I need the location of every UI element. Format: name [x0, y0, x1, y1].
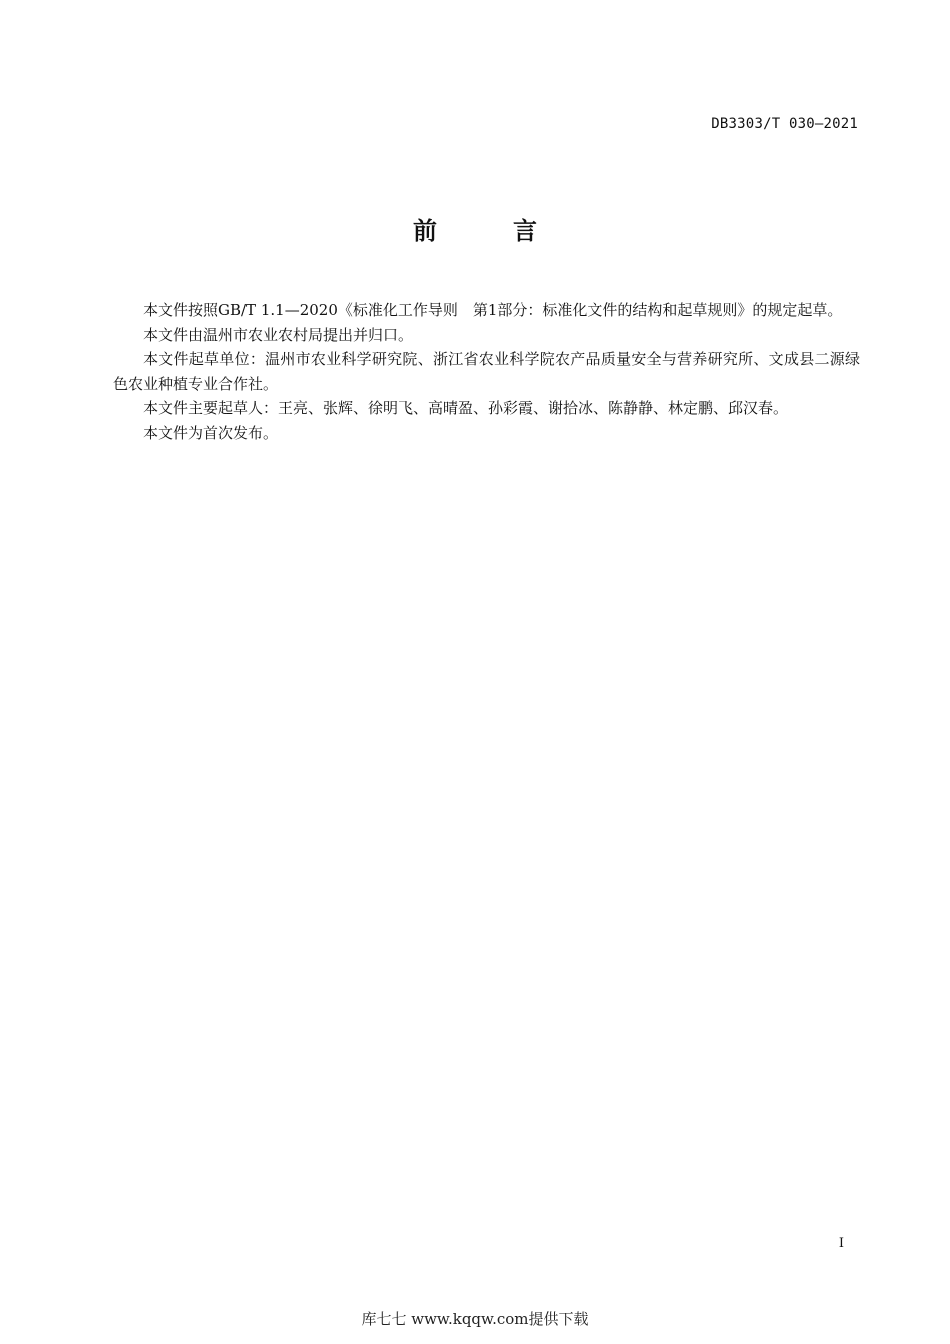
standard-number: DB3303/T 030—2021	[711, 116, 858, 132]
page-number: I	[838, 1236, 844, 1251]
preface-body	[113, 298, 860, 446]
paragraph-drafting-units: 本文件起草单位：温州市农业科学研究院、浙江省农业科学院农产品质量安全与营养研究所、文成县二源绿色农业种植专业合作社。	[113, 350, 860, 393]
page-title: 前 言	[413, 217, 563, 245]
paragraph-proposer: 本文件由温州市农业农村局提出并归口。	[143, 325, 414, 344]
paragraph-first-release: 本文件为首次发布。	[143, 423, 279, 442]
footer-watermark: 库七七 www.kqqw.com提供下载	[361, 1310, 589, 1328]
paragraph-drafting-rules: 本文件按照GB/T 1.1—2020《标准化工作导则 第1部分：标准化文件的结构和起草规则》的规定起草。	[143, 301, 843, 319]
paragraph-drafters: 本文件主要起草人：王亮、张辉、徐明飞、高晴盈、孙彩霞、谢拾冰、陈静静、林定鹏、邱汉春。	[143, 399, 789, 418]
